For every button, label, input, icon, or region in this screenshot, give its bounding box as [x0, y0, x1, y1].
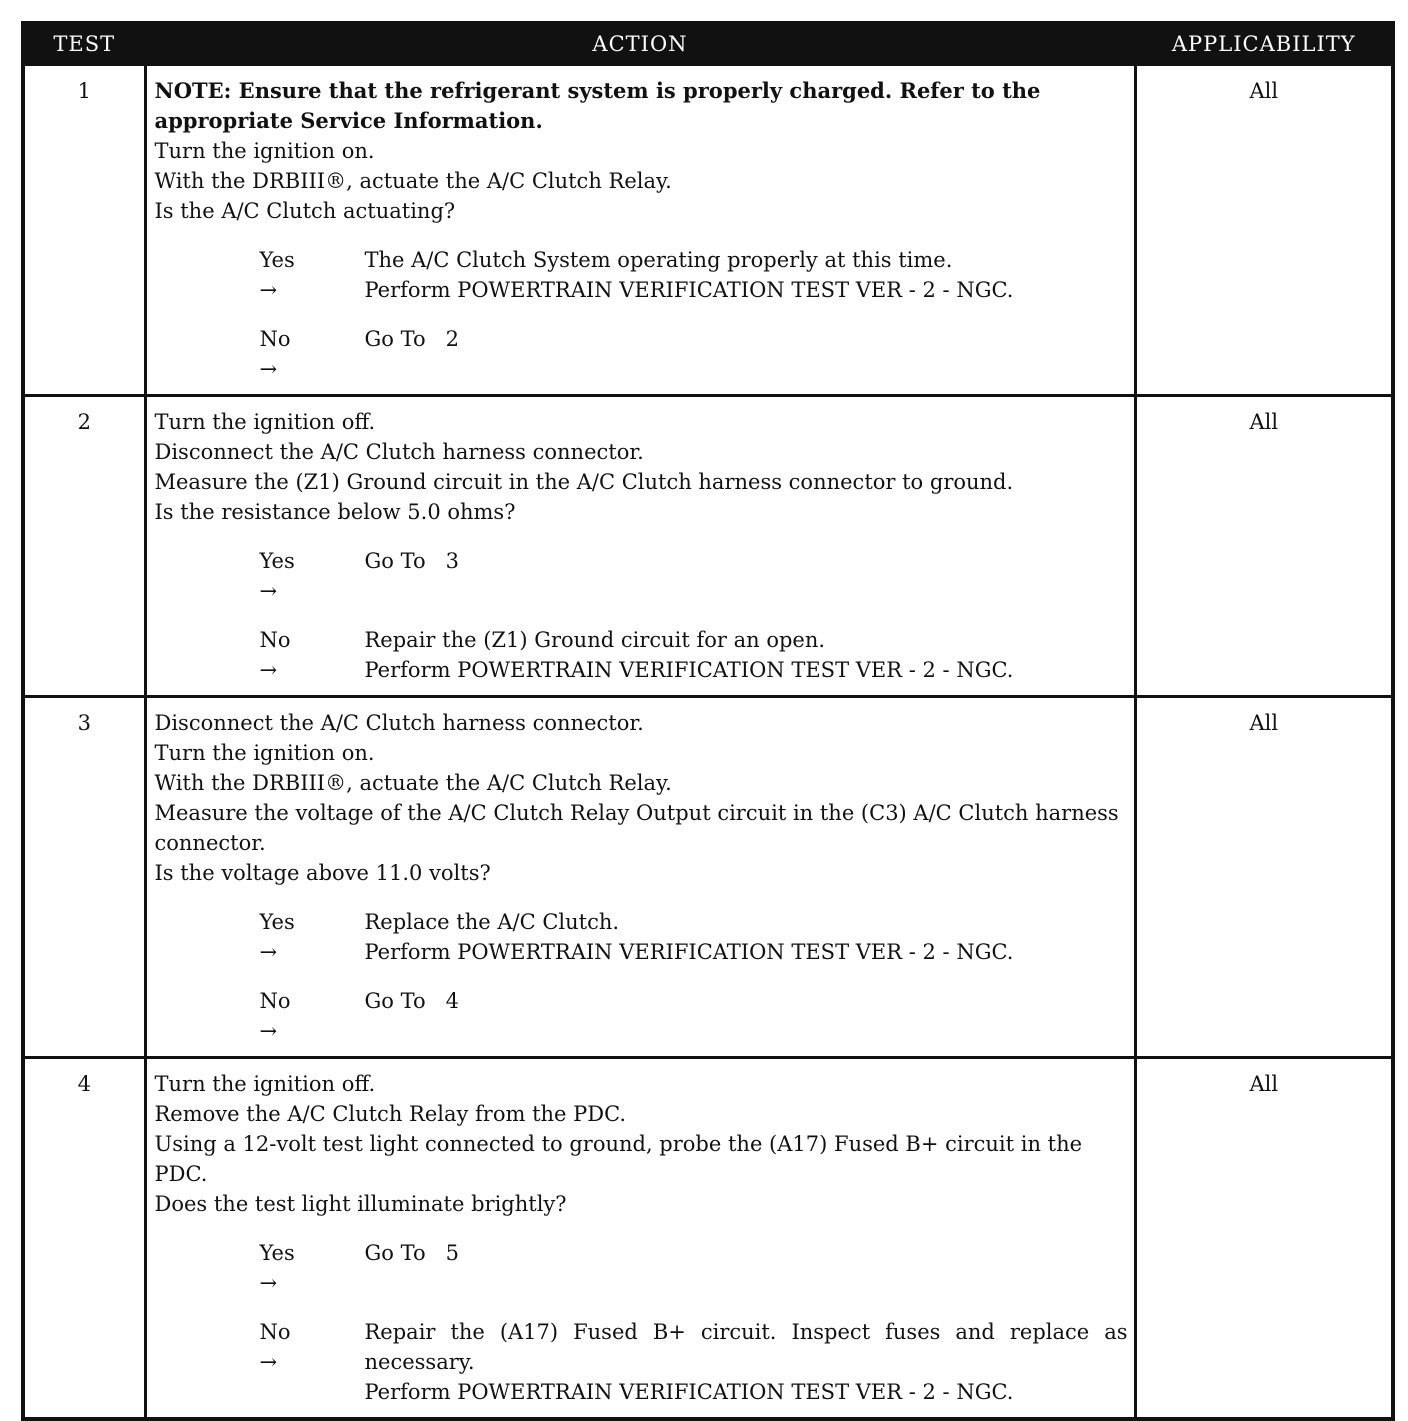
step-text: Turn the ignition on. [154, 741, 375, 765]
right-arrow-icon: → [259, 1019, 278, 1043]
note-text: NOTE: Ensure that the refrigerant system is properly charged. Refer to the appropriate Service Information. [154, 78, 1041, 133]
step-text: Measure the voltage of the A/C Clutch Relay Output circuit in the (C3) A/C Clutch harness connector. [154, 801, 1119, 855]
step-text: Turn the ignition off. [154, 1072, 376, 1096]
step-text: Measure the (Z1) Ground circuit in the A/C Clutch harness connector to ground. [154, 470, 1014, 494]
no-result-text: Go To 2 [364, 327, 459, 351]
no-branch [155, 625, 1128, 685]
step-text: Remove the A/C Clutch Relay from the PDC. [154, 1102, 627, 1126]
no-result-text: Perform POWERTRAIN VERIFICATION TEST VER - 2 - NGC. [364, 658, 1014, 682]
step-text: Turn the ignition on. [154, 139, 375, 163]
no-label: No [259, 327, 291, 351]
yes-result-text: The A/C Clutch System operating properly at this time. [364, 248, 953, 272]
test-number: 4 [23, 1058, 145, 1420]
no-branch [155, 324, 1128, 384]
test-number: 1 [23, 65, 145, 396]
applicability-value: All [1135, 697, 1393, 1058]
step-text: Is the A/C Clutch actuating? [154, 199, 456, 223]
header-action: ACTION [145, 23, 1135, 65]
step-text: With the DRBIII®, actuate the A/C Clutch Relay. [154, 771, 672, 795]
yes-branch [155, 245, 1128, 305]
yes-result-text: Perform POWERTRAIN VERIFICATION TEST VER - 2 - NGC. [364, 278, 1014, 302]
table-row [23, 65, 1393, 396]
applicability-value: All [1135, 396, 1393, 697]
action-cell [145, 1058, 1135, 1420]
action-cell [145, 65, 1135, 396]
no-branch [155, 1317, 1128, 1407]
right-arrow-icon: → [259, 1271, 278, 1295]
step-text: Is the voltage above 11.0 volts? [154, 861, 491, 885]
result-branches [155, 245, 1128, 384]
no-label: No [259, 989, 291, 1013]
right-arrow-icon: → [259, 357, 278, 381]
right-arrow-icon: → [259, 1350, 278, 1374]
yes-label: Yes [259, 248, 295, 272]
result-branches [155, 546, 1128, 685]
no-label: No [259, 628, 291, 652]
step-text: With the DRBIII®, actuate the A/C Clutch Relay. [154, 169, 672, 193]
yes-label: Yes [259, 549, 295, 573]
applicability-value: All [1135, 1058, 1393, 1420]
no-result-text: Repair the (Z1) Ground circuit for an open. [364, 628, 826, 652]
test-number: 3 [23, 697, 145, 1058]
yes-result-text: Go To 5 [364, 1241, 459, 1265]
no-result-text: Perform POWERTRAIN VERIFICATION TEST VER - 2 - NGC. [364, 1380, 1014, 1404]
right-arrow-icon: → [259, 278, 278, 302]
result-branches [155, 1238, 1128, 1407]
no-label: No [259, 1320, 291, 1344]
no-branch [155, 986, 1128, 1046]
no-result-text: Go To 4 [364, 989, 459, 1013]
yes-result-text: Go To 3 [364, 549, 459, 573]
step-text: Disconnect the A/C Clutch harness connector. [154, 440, 644, 464]
right-arrow-icon: → [259, 658, 278, 682]
yes-branch [155, 546, 1128, 606]
table-row [23, 1058, 1393, 1420]
applicability-value: All [1135, 65, 1393, 396]
step-text: Using a 12-volt test light connected to ground, probe the (A17) Fused B+ circuit in the PDC. [154, 1132, 1083, 1186]
yes-result-text: Replace the A/C Clutch. [364, 910, 620, 934]
step-text: Is the resistance below 5.0 ohms? [154, 500, 516, 524]
step-text: Does the test light illuminate brightly? [154, 1192, 567, 1216]
action-cell [145, 697, 1135, 1058]
table-header-row [23, 23, 1393, 65]
no-result-text: Repair the (A17) Fused B+ circuit. Inspect fuses and replace as necessary. [364, 1320, 1128, 1374]
header-test: TEST [23, 23, 145, 65]
right-arrow-icon: → [259, 579, 278, 603]
step-text: Turn the ignition off. [154, 410, 376, 434]
right-arrow-icon: → [259, 940, 278, 964]
result-branches [155, 907, 1128, 1046]
step-text: Disconnect the A/C Clutch harness connector. [154, 711, 644, 735]
header-applicability: APPLICABILITY [1135, 23, 1393, 65]
table-row [23, 697, 1393, 1058]
yes-label: Yes [259, 1241, 295, 1265]
test-number: 2 [23, 396, 145, 697]
yes-result-text: Perform POWERTRAIN VERIFICATION TEST VER - 2 - NGC. [364, 940, 1014, 964]
action-cell [145, 396, 1135, 697]
table-row [23, 396, 1393, 697]
diagnostic-test-table [21, 21, 1395, 1421]
yes-label: Yes [259, 910, 295, 934]
yes-branch [155, 1238, 1128, 1298]
yes-branch [155, 907, 1128, 967]
